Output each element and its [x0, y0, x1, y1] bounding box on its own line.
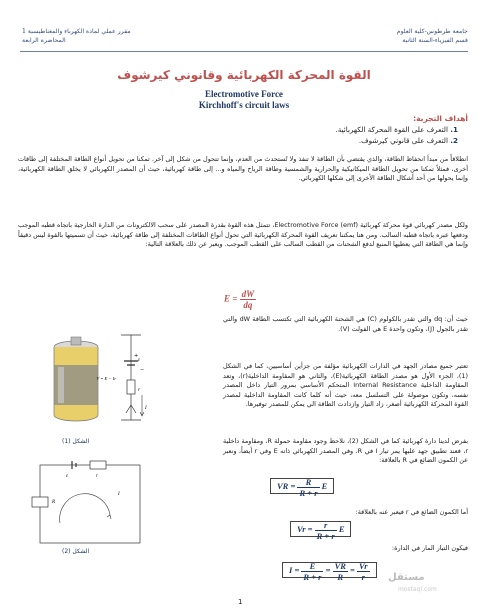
circuit-figure [30, 455, 150, 550]
header-divider [20, 51, 468, 52]
objective-1: 1. التعرف على القوة المحركة الكهربائية. [335, 125, 458, 134]
header-left [22, 27, 162, 45]
emf-equation: E = $\frac{dW}{dq}$ [224, 289, 255, 310]
battery-figure [28, 325, 188, 425]
svg-text:+: + [134, 353, 139, 359]
figure2-caption: الشكل (2) [62, 548, 90, 555]
svg-text:ε: ε [138, 358, 140, 363]
watermark-url: mostaql.com [398, 586, 437, 593]
svg-text:r: r [138, 388, 140, 393]
paragraph-internal-resistance: تعتبر جميع مصادر الجهد في الدارات الكهربائية مؤلفة من جزأين أساسيين، كما في الشكل (1)، الجزء الأول هو مصدر الطاقة الكهربائية(E)، والثاني هو المقاومة الداخلية(r)، وتعد المقاومة الداخلية Internal Resistance المتحكم الأساسي بمرور التيار داخل المصدر نفسه، وتكون موصولة على التسلسل معه، حيث أنه كلما كانت المقاومة الداخلية لمصدر القوة المحركة الكهربائية أصغر، زاد التيار وازدادت الطاقة الي يمكن للمصدر توفيرها. [223, 362, 468, 409]
vr-internal-equation: Vr = $\frac{r}{R + r}$ E [290, 520, 351, 541]
page-number: 1 [238, 598, 243, 606]
watermark-logo: مستقل [388, 572, 425, 583]
current-equation: I = $\frac{E}{R + r}$ = $\frac{VR}{R}$ = $\frac{Vr}{r}$ [282, 561, 377, 582]
vr-equation: VR = $\frac{R}{R + r}$ E [270, 477, 334, 498]
objectives-heading: أهداف التجربة: [413, 114, 468, 123]
current-label: فيكون التيار المار في الدارة: [391, 544, 468, 552]
svg-text:−: − [140, 367, 145, 373]
svg-text:I: I [118, 492, 120, 497]
svg-text:V = E − Ir: V = E − Ir [96, 376, 116, 381]
paragraph-circuit: بفرض لدينا دارة كهربائية كما في الشكل (2)، نلاحظ وجود مقاومة حمولة R، ومقاومة داخلية r، فعند تطبيق جهد عليها يمر تيار I في R، وفي المصدر الكهربائي ذاته E وفي r أيضاً، ونعبر عن الكمون الضائع في R بالعلاقة: [223, 437, 468, 465]
internal-drop-label: أما الكمون الضائع في r فيعبر عنه بالعلاقة: [355, 508, 468, 516]
figure1-caption: الشكل (1) [62, 438, 90, 445]
page-title: القوة المحركة الكهربائية وقانوني كيرشوف [117, 68, 371, 82]
course-name: مقرر عملي لمادة الكهرباء والمغناطيسية 1 [22, 28, 131, 35]
paragraph-definitions: حيث أن: dq والتي تقدر بالكولوم (C) هي الشحنة الكهربائية التي تكتسب الطاقة dW والتي تقدر بالجول (J)، وتكون واحدة E هي الفولت (V). [223, 315, 468, 333]
objectives [28, 113, 468, 146]
svg-text:ε: ε [66, 474, 68, 479]
svg-text:r: r [96, 474, 98, 479]
paragraph-intro: انطلاقاً من مبدأ انحفاظ الطاقة، والذي يقتضي بأن الطاقة لا تنفذ ولا تُستحدث من العدم، وإنما تتحول من شكل إلى آخر. تمكنا من تحويل أنواع الطاقة المختلفة إلى طاقات أخرى، فمثلاً تمكنا من تحويل الطاقة الميكانيكية والحرارية والشمسية وطاقة الرياح والمياه و... إلى طاقة كهربائية، حيث أن المصدر الكهربائي لا يخلق الطاقة الكهربائية، وإنما يحولها من أحد أشكال الطاقة الأخرى إلى شكلها الكهربائي. [18, 155, 468, 183]
university-name: جامعة طرطوس-كلية العلوم [396, 28, 468, 35]
lecture-number: المحاضرة الرابعة [22, 37, 66, 44]
department-name: قسم الفيزياء-السنة الثانية [402, 37, 468, 44]
svg-text:R: R [52, 500, 56, 505]
header-right [397, 27, 468, 45]
objective-2: 2. التعرف على قانوني كيرشوف. [358, 136, 458, 145]
paragraph-emf: ولكل مصدر كهربائي قوة محركة كهربائية (emf) Electromotive Force، تتمثل هذه القوة بقدرة المصدر على سحب الالكترونات من الدارة الخارجية باتجاه قطبه الموجب ودفعها عبره باتجاه قطبه السالب. ومن هنا يمكننا تعريف القوة المحركة الكهربائية التي تحول أنواع الطاقات المختلفة إلى طاقة كهربائية، حيث أن تسميتها بالقوة ليس دقيقاً وإنما هي الطاقة التي يعطيها المنبع لدفع الشحنات من القطب السالب على القطب الموجب. ويعبر عن ذلك بالعلاقة التالية: [18, 221, 468, 249]
svg-text:I: I [145, 406, 147, 411]
title-en-emf: Electromotive Force [205, 89, 283, 99]
title-en-kirchhoff: Kirchhoff's circuit laws [198, 100, 290, 110]
